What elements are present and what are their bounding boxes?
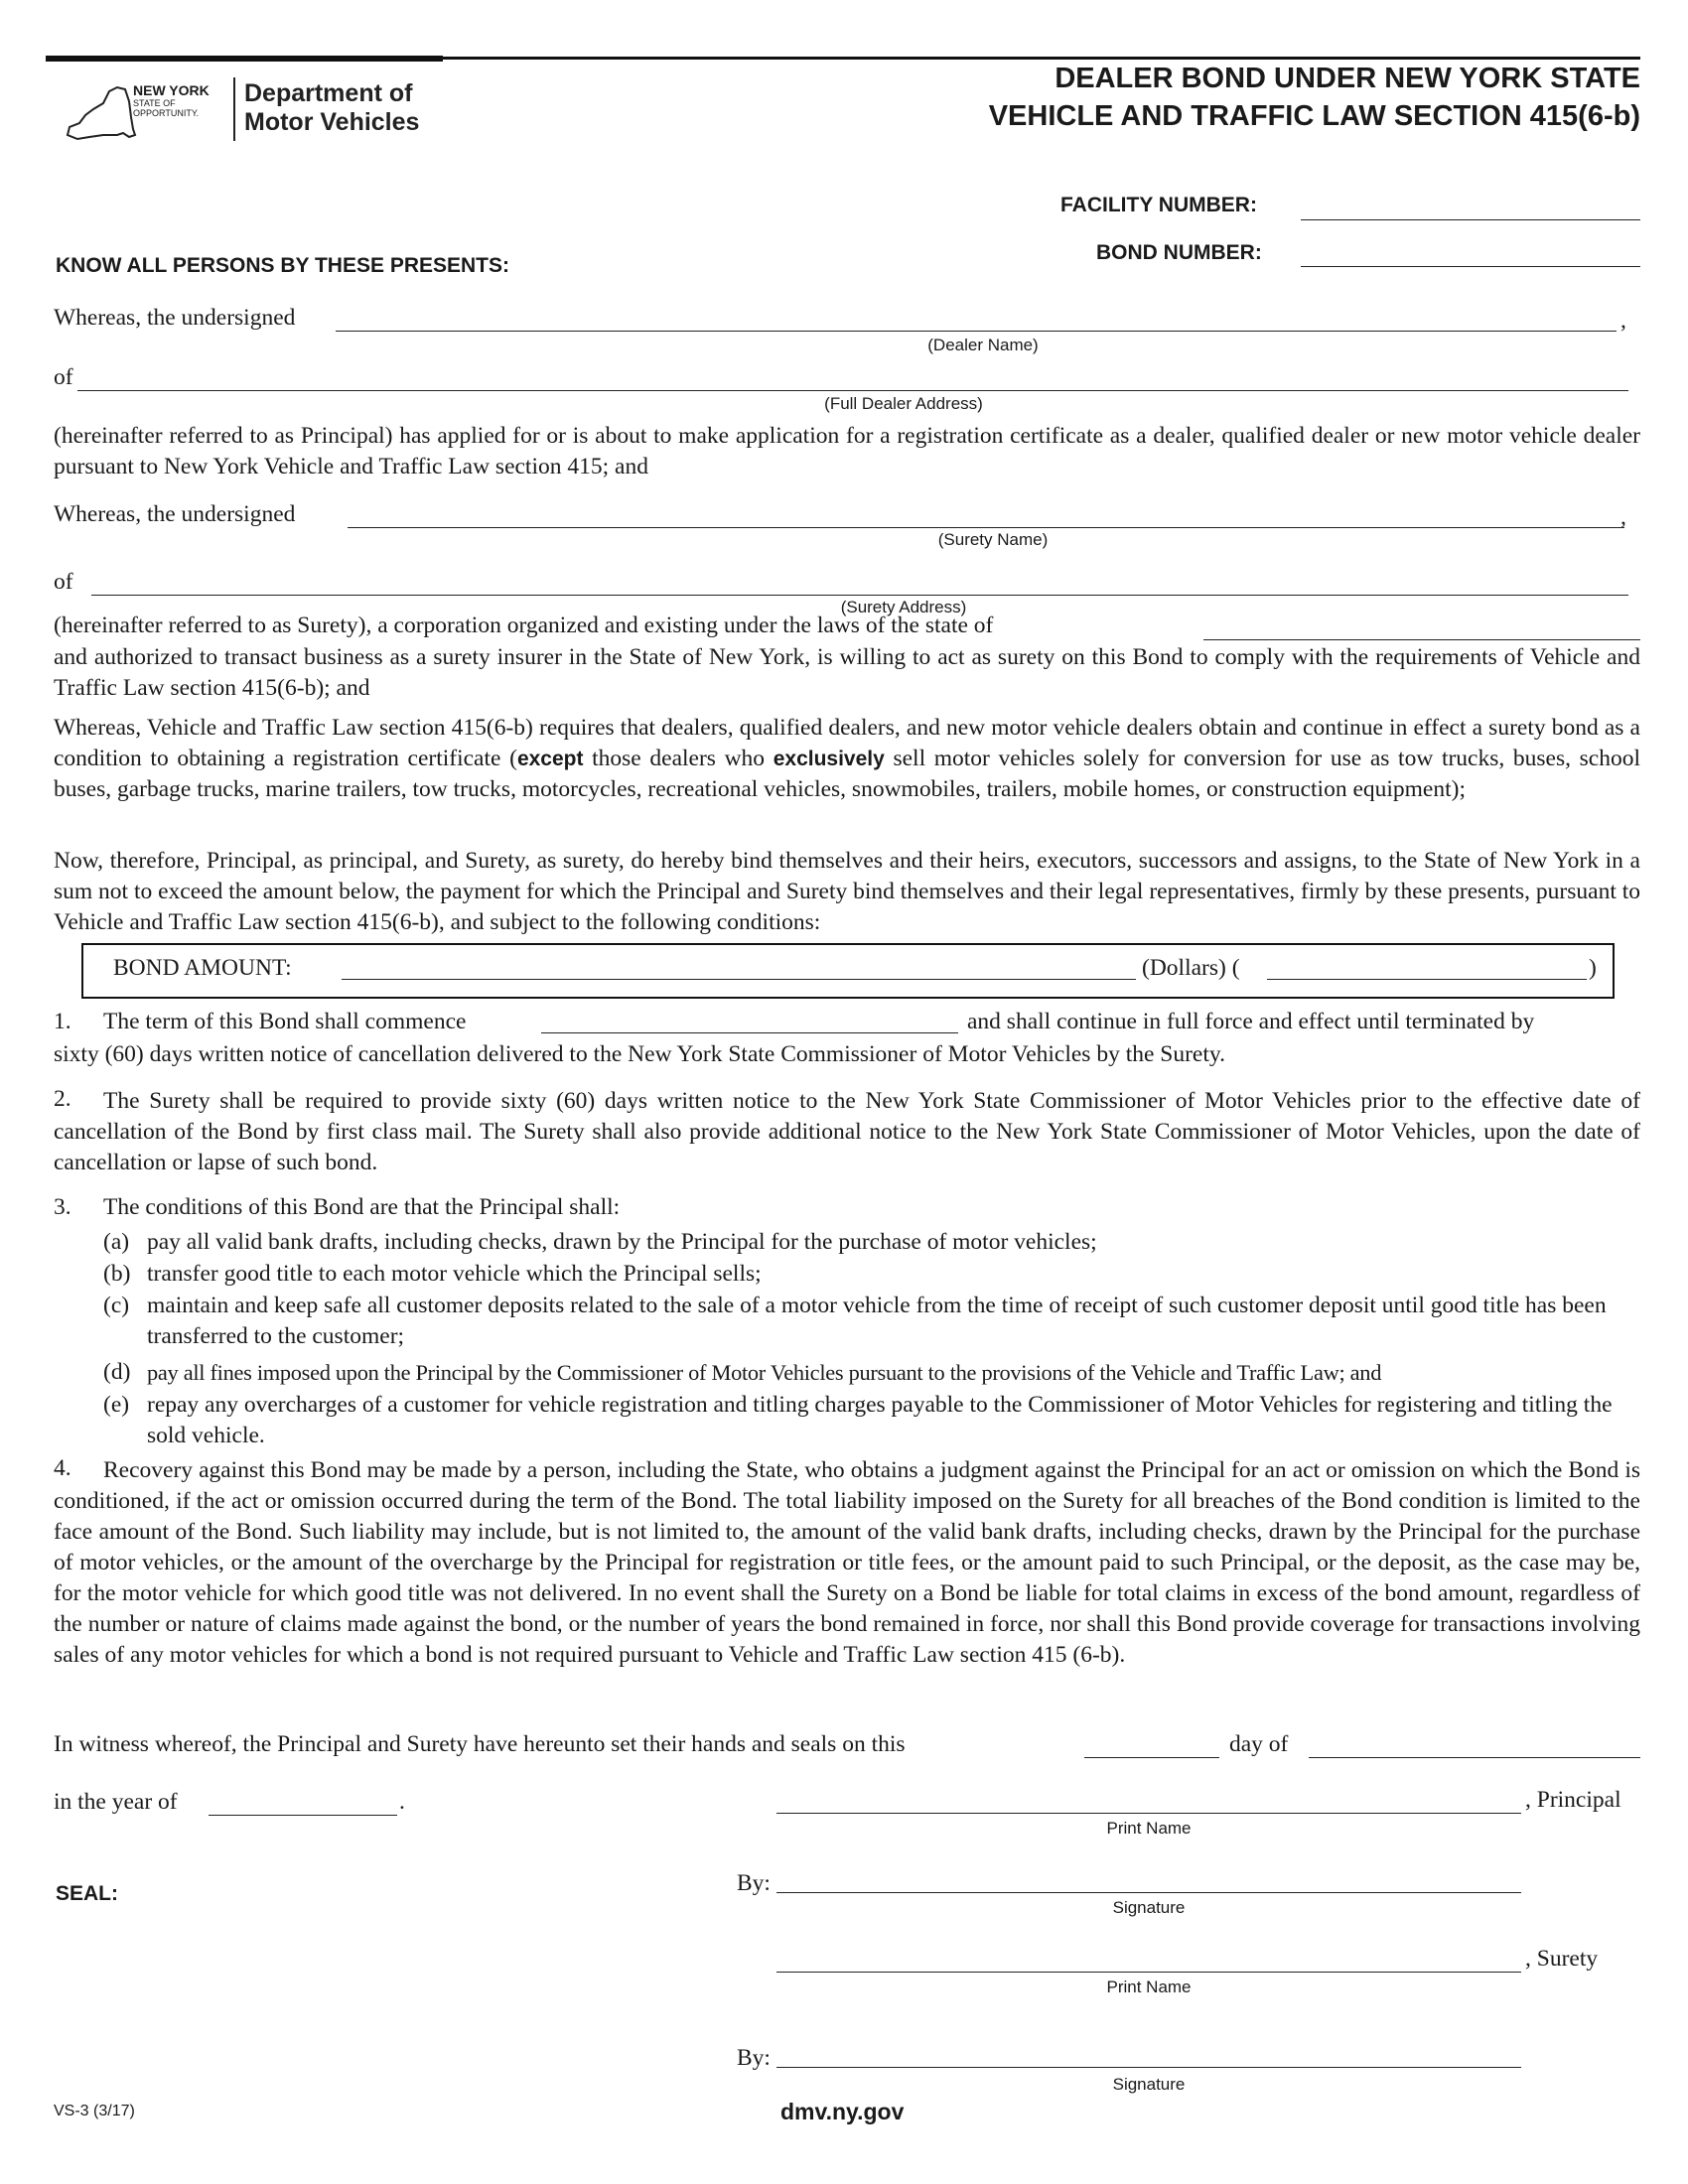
condition-3c-text: maintain and keep safe all customer deposits related to the sale of a motor vehicle from the time of receipt of such customer deposit until good title has been transferred to the customer; bbox=[147, 1293, 1607, 1349]
logo-line3: OPPORTUNITY. bbox=[133, 108, 200, 118]
dealer-address-field[interactable] bbox=[77, 390, 1628, 391]
witness-year-of: in the year of bbox=[54, 1789, 178, 1815]
surety-signature-field[interactable] bbox=[776, 2067, 1521, 2068]
website-link[interactable]: dmv.ny.gov bbox=[780, 2099, 905, 2124]
condition-2-number: 2. bbox=[54, 1086, 71, 1112]
witness-day-of: day of bbox=[1229, 1731, 1289, 1757]
condition-3b-letter: (b) bbox=[103, 1261, 131, 1287]
whereas3-bold1: except bbox=[516, 748, 584, 770]
surety-of-label: of bbox=[54, 569, 73, 595]
condition-1-text-b: and shall continue in full force and effect until terminated by bbox=[967, 1009, 1535, 1034]
condition-3c-letter: (c) bbox=[103, 1293, 130, 1318]
facility-number-field[interactable] bbox=[1301, 219, 1640, 220]
bond-number-label: BOND NUMBER: bbox=[1096, 241, 1262, 264]
condition-3e-letter: (e) bbox=[103, 1392, 130, 1418]
condition-3-number: 3. bbox=[54, 1194, 71, 1220]
bond-amount-close: ) bbox=[1589, 955, 1597, 981]
surety-print-name-field[interactable] bbox=[776, 1972, 1521, 1973]
surety-print-name-caption: Print Name bbox=[1106, 1978, 1192, 1996]
logo-wordmark bbox=[133, 83, 210, 118]
title-line1: DEALER BOND UNDER NEW YORK STATE bbox=[1055, 63, 1640, 94]
surety-paragraph: and authorized to transact business as a surety insurer in the State of New York, is willing to act as surety on this Bond to comply with the requirements of Vehicle and Traffic Law section 415(6-b); and bbox=[54, 644, 1640, 701]
title-line2: VEHICLE AND TRAFFIC LAW SECTION 415(6-b) bbox=[988, 100, 1640, 132]
bond-amount-words-field[interactable] bbox=[342, 979, 1136, 980]
condition-1-number: 1. bbox=[54, 1009, 71, 1034]
witness-year-field[interactable] bbox=[209, 1815, 397, 1816]
condition-2-text: The Surety shall be required to provide sixty (60) days written notice to the New York State Commissioner of Motor Vehicles prior to the effective date of cancellation of the Bond by first class mail. The Surety shall also provide additional notice to the New York State Commissioner of Motor Vehicles, upon the date of cancellation or lapse of such bond. bbox=[54, 1088, 1640, 1175]
header-rule-thick bbox=[46, 56, 443, 62]
comma: , bbox=[1620, 504, 1626, 530]
witness-period: . bbox=[399, 1789, 405, 1815]
condition-3b-text: transfer good title to each motor vehicle which the Principal sells; bbox=[147, 1261, 762, 1287]
principal-suffix: , Principal bbox=[1525, 1787, 1621, 1813]
department-line2: Motor Vehicles bbox=[244, 108, 420, 136]
witness-day-field[interactable] bbox=[1084, 1757, 1219, 1758]
logo-line2: STATE OF bbox=[133, 98, 176, 108]
surety-line1: (hereinafter referred to as Surety), a corporation organized and existing under the laws of the state of bbox=[54, 613, 994, 638]
whereas3-part1: Whereas, Vehicle and Traffic Law section 415(6-b) requires that dealers, qualified dealers, and new motor vehicle dealers obtain and continue in effect a surety bond as a condition to obtaining a registration certificate ( bbox=[54, 715, 1640, 771]
dealer-name-field[interactable] bbox=[336, 331, 1617, 332]
surety-address-field[interactable] bbox=[91, 595, 1628, 596]
department-line1: Department of bbox=[244, 79, 413, 107]
comma: , bbox=[1620, 308, 1626, 334]
whereas-requirement-paragraph bbox=[54, 713, 1640, 805]
condition-3d-text: pay all fines imposed upon the Principal by the Commissioner of Motor Vehicles pursuant to the provisions of the Vehicle and Traffic Law; and bbox=[147, 1360, 1382, 1385]
whereas3-part3: sell motor vehicles solely for conversion for use as tow trucks, buses, school buses, garbage trucks, marine trailers, tow trucks, motorcycles, recreational vehicles, snowmobiles, trailers, mobile homes, or construction equipment); bbox=[54, 746, 1641, 802]
surety-address-caption: (Surety Address) bbox=[840, 598, 967, 616]
principal-by-label: By: bbox=[737, 1870, 771, 1896]
principal-signature-caption: Signature bbox=[1112, 1898, 1186, 1917]
dealer-name-caption: (Dealer Name) bbox=[927, 336, 1039, 354]
condition-1-text-c: sixty (60) days written notice of cancellation delivered to the New York State Commissioner of Motor Vehicles by the Surety. bbox=[54, 1041, 1225, 1067]
form-number: VS-3 (3/17) bbox=[54, 2103, 135, 2119]
condition-3a-text: pay all valid bank drafts, including checks, drawn by the Principal for the purchase of motor vehicles; bbox=[147, 1229, 1097, 1255]
bond-number-field[interactable] bbox=[1301, 266, 1640, 267]
whereas3-bold2: exclusively bbox=[773, 748, 885, 770]
now-therefore-paragraph: Now, therefore, Principal, as principal, and Surety, as surety, do hereby bind themselves and their heirs, executors, successors and assigns, to the State of New York in a sum not to exceed the amount below, the payment for which the Principal and Surety bind themselves and their legal representatives, firmly by these presents, pursuant to Vehicle and Traffic Law section 415(6-b), and subject to the following conditions: bbox=[54, 848, 1641, 935]
know-all-heading: KNOW ALL PERSONS BY THESE PRESENTS: bbox=[56, 254, 510, 277]
bond-amount-numeric-field[interactable] bbox=[1267, 979, 1587, 980]
bond-commence-date-field[interactable] bbox=[541, 1032, 958, 1033]
form-title bbox=[989, 60, 1640, 135]
witness-month-field[interactable] bbox=[1309, 1757, 1640, 1758]
new-york-state-outline-icon bbox=[60, 77, 139, 147]
surety-suffix: , Surety bbox=[1525, 1946, 1599, 1972]
surety-whereas-label: Whereas, the undersigned bbox=[54, 501, 296, 527]
condition-4-text: Recovery against this Bond may be made by a person, including the State, who obtains a judgment against the Principal for an act or omission on which the Bond is conditioned, if the act or omission occurred during the term of the Bond. The total liability imposed on the Surety for all breaches of the Bond condition is limited to the face amount of the Bond. Such liability may include, but is not limited to, the amount of the valid bank drafts, including checks, drawn by the Principal for the purchase of motor vehicles, or the amount of the overcharge by the Principal for registration or title fees, or the amount paid to such Principal, or the deposit, as the case may be, for the motor vehicle for which good title was not delivered. In no event shall the Surety on a Bond be liable for total claims in excess of the bond amount, regardless of the number or nature of claims made against the bond, or the number of years the bond remained in force, nor shall this Bond provide coverage for transactions involving sales of any motor vehicles for which a bond is not required pursuant to Vehicle and Traffic Law section 415 (6-b). bbox=[54, 1457, 1640, 1668]
principal-whereas-label: Whereas, the undersigned bbox=[54, 305, 296, 331]
logo-divider bbox=[233, 77, 235, 141]
condition-3e-text: repay any overcharges of a customer for vehicle registration and titling charges payable to the Commissioner of Motor Vehicles for registering and titling the sold vehicle. bbox=[147, 1392, 1613, 1448]
surety-name-caption: (Surety Name) bbox=[937, 530, 1049, 549]
principal-paragraph: (hereinafter referred to as Principal) has applied for or is about to make application for a registration certificate as a dealer, qualified dealer or new motor vehicle dealer pursuant to New York Vehicle and Traffic Law section 415; and bbox=[54, 423, 1640, 479]
witness-text: In witness whereof, the Principal and Surety have hereunto set their hands and seals on this bbox=[54, 1731, 906, 1757]
facility-number-label: FACILITY NUMBER: bbox=[1060, 194, 1257, 216]
surety-name-field[interactable] bbox=[348, 527, 1624, 528]
surety-by-label: By: bbox=[737, 2045, 771, 2071]
principal-of-label: of bbox=[54, 364, 73, 390]
logo-line1: NEW YORK bbox=[133, 82, 210, 98]
condition-4-number: 4. bbox=[54, 1455, 71, 1481]
dealer-address-caption: (Full Dealer Address) bbox=[824, 394, 983, 413]
department-name bbox=[244, 79, 419, 137]
condition-1-text-a: The term of this Bond shall commence bbox=[103, 1009, 467, 1034]
whereas3-part2: those dealers who bbox=[583, 746, 774, 771]
condition-3a-letter: (a) bbox=[103, 1229, 130, 1255]
bond-amount-box bbox=[81, 943, 1615, 999]
condition-3d-letter: (d) bbox=[103, 1359, 131, 1385]
surety-signature-caption: Signature bbox=[1112, 2075, 1186, 2094]
surety-state-field[interactable] bbox=[1203, 639, 1640, 640]
bond-amount-label: BOND AMOUNT: bbox=[113, 955, 292, 981]
seal-label: SEAL: bbox=[56, 1882, 118, 1905]
bond-amount-dollars: (Dollars) ( bbox=[1142, 955, 1240, 981]
principal-signature-field[interactable] bbox=[776, 1892, 1521, 1893]
condition-3-text: The conditions of this Bond are that the Principal shall: bbox=[103, 1194, 621, 1220]
principal-print-name-field[interactable] bbox=[776, 1813, 1521, 1814]
nys-dmv-logo bbox=[60, 69, 447, 159]
principal-print-name-caption: Print Name bbox=[1106, 1819, 1192, 1838]
